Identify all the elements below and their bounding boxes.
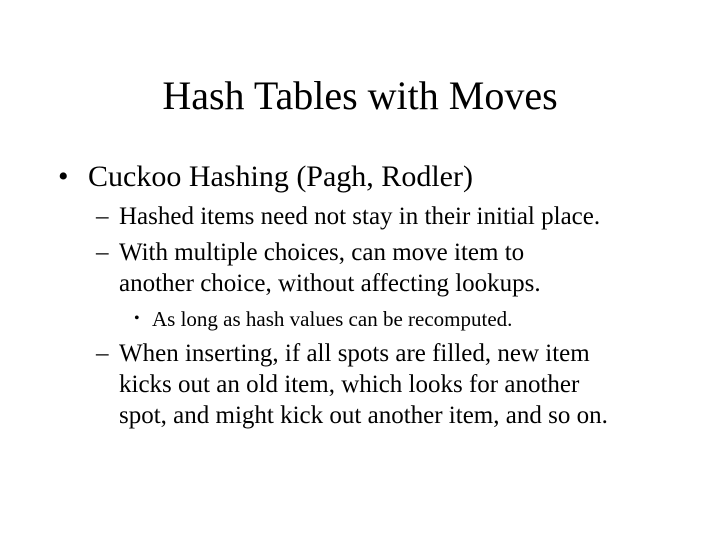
subpoint-line: kicks out an old item, which looks for another (119, 371, 580, 398)
subpoint-line: Hashed items need not stay in their initial place. (119, 203, 601, 230)
subpoint-text (119, 237, 679, 299)
subpoint-line: With multiple choices, can move item to (119, 239, 525, 266)
nested-bullet-text: As long as hash values can be recomputed. (152, 307, 513, 331)
dash-marker: – (96, 239, 109, 266)
subpoint-line: When inserting, if all spots are filled, new item (119, 340, 590, 367)
subpoint-text (119, 201, 679, 232)
subpoint-line: another choice, without affecting lookups. (119, 270, 541, 297)
dash-marker: – (96, 340, 109, 367)
slide-title: Hash Tables with Moves (162, 73, 558, 118)
nested-bullet-marker: • (134, 310, 140, 327)
dash-marker: – (96, 203, 109, 230)
bullet-marker: • (58, 160, 69, 193)
subpoint-text (119, 338, 679, 431)
bullet-text: Cuckoo Hashing (Pagh, Rodler) (88, 160, 473, 193)
subpoint-line: spot, and might kick out another item, and so on. (119, 402, 608, 429)
